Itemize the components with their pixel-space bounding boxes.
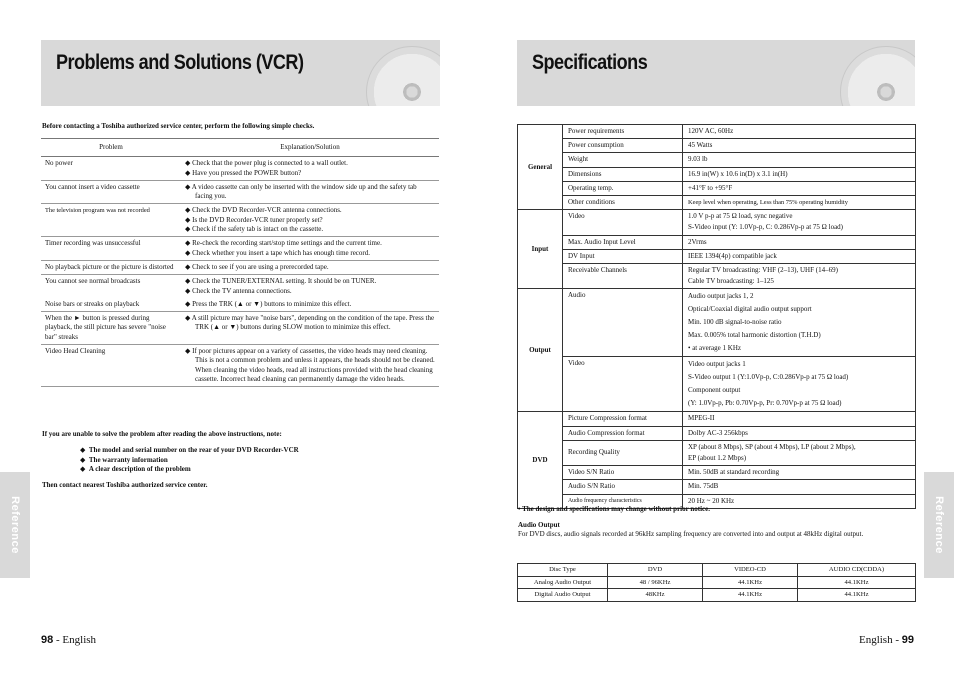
list-item: ◆ A clear description of the problem	[80, 465, 191, 473]
spec-value: Min. 50dB at standard recording	[683, 466, 916, 480]
solution-item: ◆ Check the TV antenna connections.	[185, 286, 292, 295]
table-row	[518, 125, 916, 139]
specifications-table	[517, 124, 916, 509]
solution-item: ◆ A still picture may have "noise bars", depending on the condition of the tape. Press the TRK (▲ or ▼) buttons during SLOW motion to minimize this effect.	[185, 314, 435, 332]
spec-value: 20 Hz ~ 20 KHz	[683, 494, 916, 508]
problem-cell: When the ► button is pressed during playback, the still picture has severe "noise bar" streaks	[41, 312, 181, 345]
solution-item: ◆ Is the DVD Recorder-VCR tuner properly set?	[185, 215, 323, 224]
table-row	[41, 157, 439, 181]
spec-group-general: General	[518, 125, 563, 210]
spec-value: 45 Watts	[683, 139, 916, 153]
table-cell: 44.1KHz	[703, 576, 798, 589]
spec-value: Dolby AC-3 256kbps	[683, 426, 916, 440]
closing-text: Then contact nearest Toshiba authorized service center.	[42, 480, 208, 489]
spec-label: Power consumption	[563, 139, 683, 153]
table-cell: Analog Audio Output	[518, 576, 608, 589]
table-row	[518, 167, 916, 181]
table-row	[518, 576, 916, 589]
after-note-text: If you are unable to solve the problem after reading the above instructions, note:	[42, 430, 282, 438]
spec-value: Audio output jacks 1, 2 Optical/Coaxial digital audio output support Min. 100 dB signal-to-noise ratio Max. 0.005% total harmonic distortion (T.H.D) • at average 1 KHz	[683, 289, 916, 357]
spec-value: Keep level when operating, Less than 75% operating humidity	[683, 196, 916, 210]
table-row	[41, 345, 439, 387]
spec-label: Audio frequency characteristics	[563, 494, 683, 508]
solution-cell	[181, 345, 439, 387]
spec-label: Power requirements	[563, 125, 683, 139]
table-row	[518, 249, 916, 263]
table-row	[518, 235, 916, 249]
right-page-number: English - 99	[858, 634, 914, 646]
spec-group-dvd: DVD	[518, 412, 563, 508]
problem-cell: No power	[41, 157, 181, 181]
solution-cell	[181, 312, 439, 345]
table-header: VIDEO-CD	[703, 564, 798, 577]
solution-cell	[181, 180, 439, 204]
table-cell: 48KHz	[608, 589, 703, 602]
table-row	[518, 357, 916, 412]
spec-value: Regular TV broadcasting: VHF (2–13), UHF (14–69) Cable TV broadcasting: 1–125	[683, 264, 916, 289]
after-note	[42, 430, 442, 489]
reference-tab-label: Reference	[933, 496, 945, 554]
spec-value: MPEG-II	[683, 412, 916, 426]
table-header: AUDIO CD(CDDA)	[798, 564, 916, 577]
problem-cell: You cannot see normal broadcasts	[45, 277, 141, 286]
solution-item: ◆ Check that the power plug is connected to a wall outlet.	[185, 159, 348, 168]
solution-item: ◆ Check to see if you are using a prerecorded tape.	[185, 262, 329, 271]
problem-cell: Timer recording was unsuccessful	[41, 237, 181, 261]
spec-label: Weight	[563, 153, 683, 167]
right-title-banner	[517, 40, 915, 106]
table-row	[518, 210, 916, 235]
reference-tab-label: Reference	[9, 496, 21, 554]
left-title-banner	[41, 40, 440, 106]
solution-cell	[181, 204, 439, 237]
table-row	[41, 275, 439, 298]
solution-item: ◆ Check the DVD Recorder-VCR antenna connections.	[185, 206, 342, 215]
table-header-solution: Explanation/Solution	[181, 139, 439, 157]
solution-item: ◆ Check if the safety tab is intact on the cassette.	[185, 225, 324, 234]
spec-group-input: Input	[518, 210, 563, 289]
solution-item: ◆ Press the TRK (▲ or ▼) buttons to minimize this effect.	[185, 299, 352, 308]
spec-label: Receivable Channels	[563, 264, 683, 289]
table-row	[518, 440, 916, 465]
spec-label: Audio Compression format	[563, 426, 683, 440]
disc-icon	[840, 46, 915, 106]
table-row	[518, 589, 916, 602]
audio-output-heading: Audio Output	[518, 521, 560, 529]
left-reference-tab	[0, 472, 30, 578]
table-cell: 44.1KHz	[798, 576, 916, 589]
table-cell: 44.1KHz	[798, 589, 916, 602]
spec-value: 120V AC, 60Hz	[683, 125, 916, 139]
solution-cell	[181, 157, 439, 181]
table-row	[518, 412, 916, 426]
spec-value: 1.0 V p-p at 75 Ω load, sync negative S-Video input (Y: 1.0Vp-p, C: 0.286Vp-p at 75 Ω load)	[683, 210, 916, 235]
spec-label: Video S/N Ratio	[563, 466, 683, 480]
problem-cell: Noise bars or streaks on playback	[41, 298, 181, 312]
intro-text: Before contacting a Toshiba authorized service center, perform the following simple checks.	[42, 122, 315, 130]
table-row	[518, 181, 916, 195]
solution-cell	[181, 298, 439, 312]
problem-cell: Video Head Cleaning	[41, 345, 181, 387]
table-row	[518, 289, 916, 357]
solution-item: ◆ Check the TUNER/EXTERNAL setting. It should be on TUNER.	[185, 277, 377, 286]
table-row	[518, 426, 916, 440]
table-row	[41, 298, 439, 312]
spec-label: Recording Quality	[563, 440, 683, 465]
spec-label: Other conditions	[563, 196, 683, 210]
table-row	[41, 237, 439, 261]
left-page-number: 98 - English	[41, 634, 97, 646]
right-reference-tab	[924, 472, 954, 578]
spec-value: Video output jacks 1 S-Video output 1 (Y:1.0Vp-p, C:0.286Vp-p at 75 Ω load) Component output (Y: 1.0Vp-p, Pb: 0.70Vp-p, Pr: 0.70Vp-p at 75 Ω load)	[683, 357, 916, 412]
table-cell: 44.1KHz	[703, 589, 798, 602]
table-row	[41, 260, 439, 274]
spec-label: Video	[563, 210, 683, 235]
table-row	[518, 480, 916, 494]
page-title: Problems and Solutions (VCR)	[56, 51, 304, 74]
solution-item: ◆ Re-check the recording start/stop time settings and the current time.	[185, 239, 382, 248]
table-header: Disc Type	[518, 564, 608, 577]
problems-table	[41, 138, 439, 387]
spec-label: Video	[563, 357, 683, 412]
table-cell: 48 / 96KHz	[608, 576, 703, 589]
spec-label: Audio	[563, 289, 683, 357]
solution-item: ◆ A video cassette can only be inserted with the window side up and the safety tab facing you.	[185, 182, 417, 201]
spec-label: Audio S/N Ratio	[563, 480, 683, 494]
problem-cell: No playback picture or the picture is distorted	[41, 260, 181, 274]
solution-cell	[181, 260, 439, 274]
spec-label: Max. Audio Input Level	[563, 235, 683, 249]
audio-output-text: For DVD discs, audio signals recorded at 96kHz sampling frequency are converted into and output at 48kHz digital output.	[518, 530, 864, 538]
solution-item: ◆ Have you pressed the POWER button?	[185, 168, 302, 177]
solution-item: ◆ Check whether you insert a tape which has enough time record.	[185, 248, 370, 257]
page-title: Specifications	[532, 51, 648, 74]
table-row	[41, 204, 439, 237]
spec-label: Picture Compression format	[563, 412, 683, 426]
disc-icon	[366, 46, 440, 106]
solution-cell	[181, 237, 439, 261]
solution-cell	[181, 275, 439, 298]
problem-cell: You cannot insert a video cassette	[41, 180, 181, 204]
table-row	[518, 153, 916, 167]
table-row	[518, 196, 916, 210]
spec-value: 16.9 in(W) x 10.6 in(D) x 3.1 in(H)	[683, 167, 916, 181]
table-row	[518, 466, 916, 480]
table-row	[518, 564, 916, 577]
note-list	[42, 446, 442, 475]
spec-value: 2Vrms	[683, 235, 916, 249]
spec-label: DV Input	[563, 249, 683, 263]
spec-label: Dimensions	[563, 167, 683, 181]
table-row	[41, 312, 439, 345]
spec-label: Operating temp.	[563, 181, 683, 195]
spec-value: IEEE 1394(4p) compatible jack	[683, 249, 916, 263]
spec-value: Min. 75dB	[683, 480, 916, 494]
audio-output-table	[517, 563, 916, 602]
list-item: ◆ The model and serial number on the rear of your DVD Recorder-VCR	[80, 446, 299, 454]
spec-value: 9.03 lb	[683, 153, 916, 167]
list-item: ◆ The warranty information	[80, 455, 168, 464]
table-header: DVD	[608, 564, 703, 577]
table-row	[518, 264, 916, 289]
problem-cell: The television program was not recorded	[41, 204, 181, 237]
table-row	[518, 139, 916, 153]
table-cell: Digital Audio Output	[518, 589, 608, 602]
table-header-problem: Problem	[41, 139, 181, 157]
solution-item: ◆ If poor pictures appear on a variety of cassettes, the video heads may need cleaning. This is not a common problem and unless it appears, the heads should not be cleaned. When cleaning the video heads, read all instructions provided with the head cleaning cassette. Incorrect head cleaning can permanently damage the video heads.	[185, 347, 435, 383]
table-row	[41, 180, 439, 204]
spec-group-output: Output	[518, 289, 563, 412]
spec-value: +41°F to +95°F	[683, 181, 916, 195]
spec-value: XP (about 8 Mbps), SP (about 4 Mbps), LP (about 2 Mbps), EP (about 1.2 Mbps)	[683, 440, 916, 465]
design-note: • The design and specifications may change without prior notice.	[518, 505, 710, 513]
